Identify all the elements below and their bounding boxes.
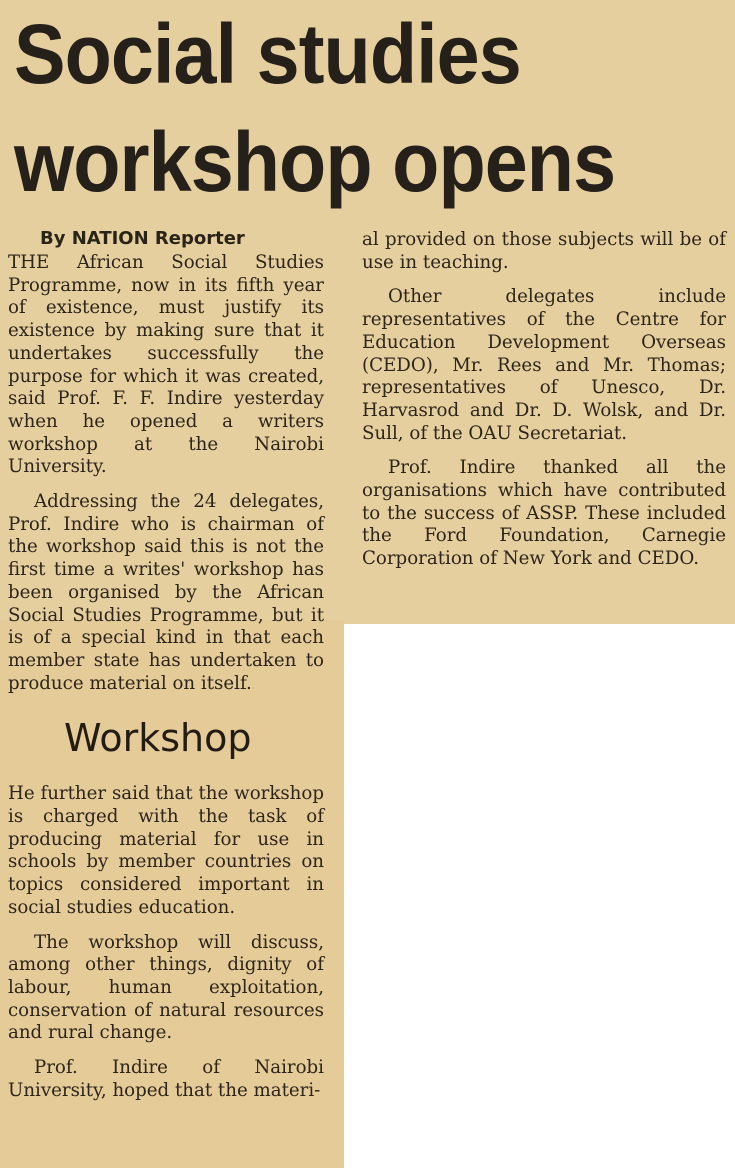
- paragraph: al provided on those subjects will be of use in teaching.: [362, 229, 726, 273]
- paragraph: The workshop will discuss, among other things, dignity of labour, human exploitation, conservation of natural resources and rural change.: [8, 931, 324, 1044]
- headline-line-1: Social studies: [14, 7, 521, 101]
- byline: By NATION Reporter: [40, 228, 245, 249]
- headline-line-2: workshop opens: [14, 115, 616, 209]
- subheading: Workshop: [64, 716, 252, 761]
- article-right-column: [362, 229, 726, 583]
- paragraph: He further said that the workshop is charged with the task of producing material for use in schools by member countries on topics considered important in social studies education.: [8, 783, 324, 918]
- paragraph: THE African Social Studies Programme, now in its fifth year of existence, must justify its existence by making sure that it undertakes successfully the purpose for which it was created, said Prof. F. F. Indire yesterday when he opened a writers workshop at the Nairobi University.: [8, 252, 324, 478]
- paragraph: Addressing the 24 delegates, Prof. Indire who is chairman of the workshop said this is not the first time a writes' workshop has been organised by the African Social Studies Programme, but it is of a special kind in that each member state has undertaken to produce material on itself.: [8, 491, 324, 694]
- paragraph: Other delegates include representatives of the Centre for Education Development Overseas (CEDO), Mr. Rees and Mr. Thomas; representatives of Unesco, Dr. Harvasrod and Dr. D. Wolsk, and Dr. Sull, of the OAU Secretariat.: [362, 286, 726, 444]
- article-left-column: [8, 252, 324, 1115]
- headline: [14, 0, 672, 216]
- paragraph: Prof. Indire of Nairobi University, hoped that the materi-: [8, 1057, 324, 1101]
- paragraph: Prof. Indire thanked all the organisations which have contributed to the success of ASSP. These included the Ford Foundation, Carnegie Corporation of New York and CEDO.: [362, 457, 726, 570]
